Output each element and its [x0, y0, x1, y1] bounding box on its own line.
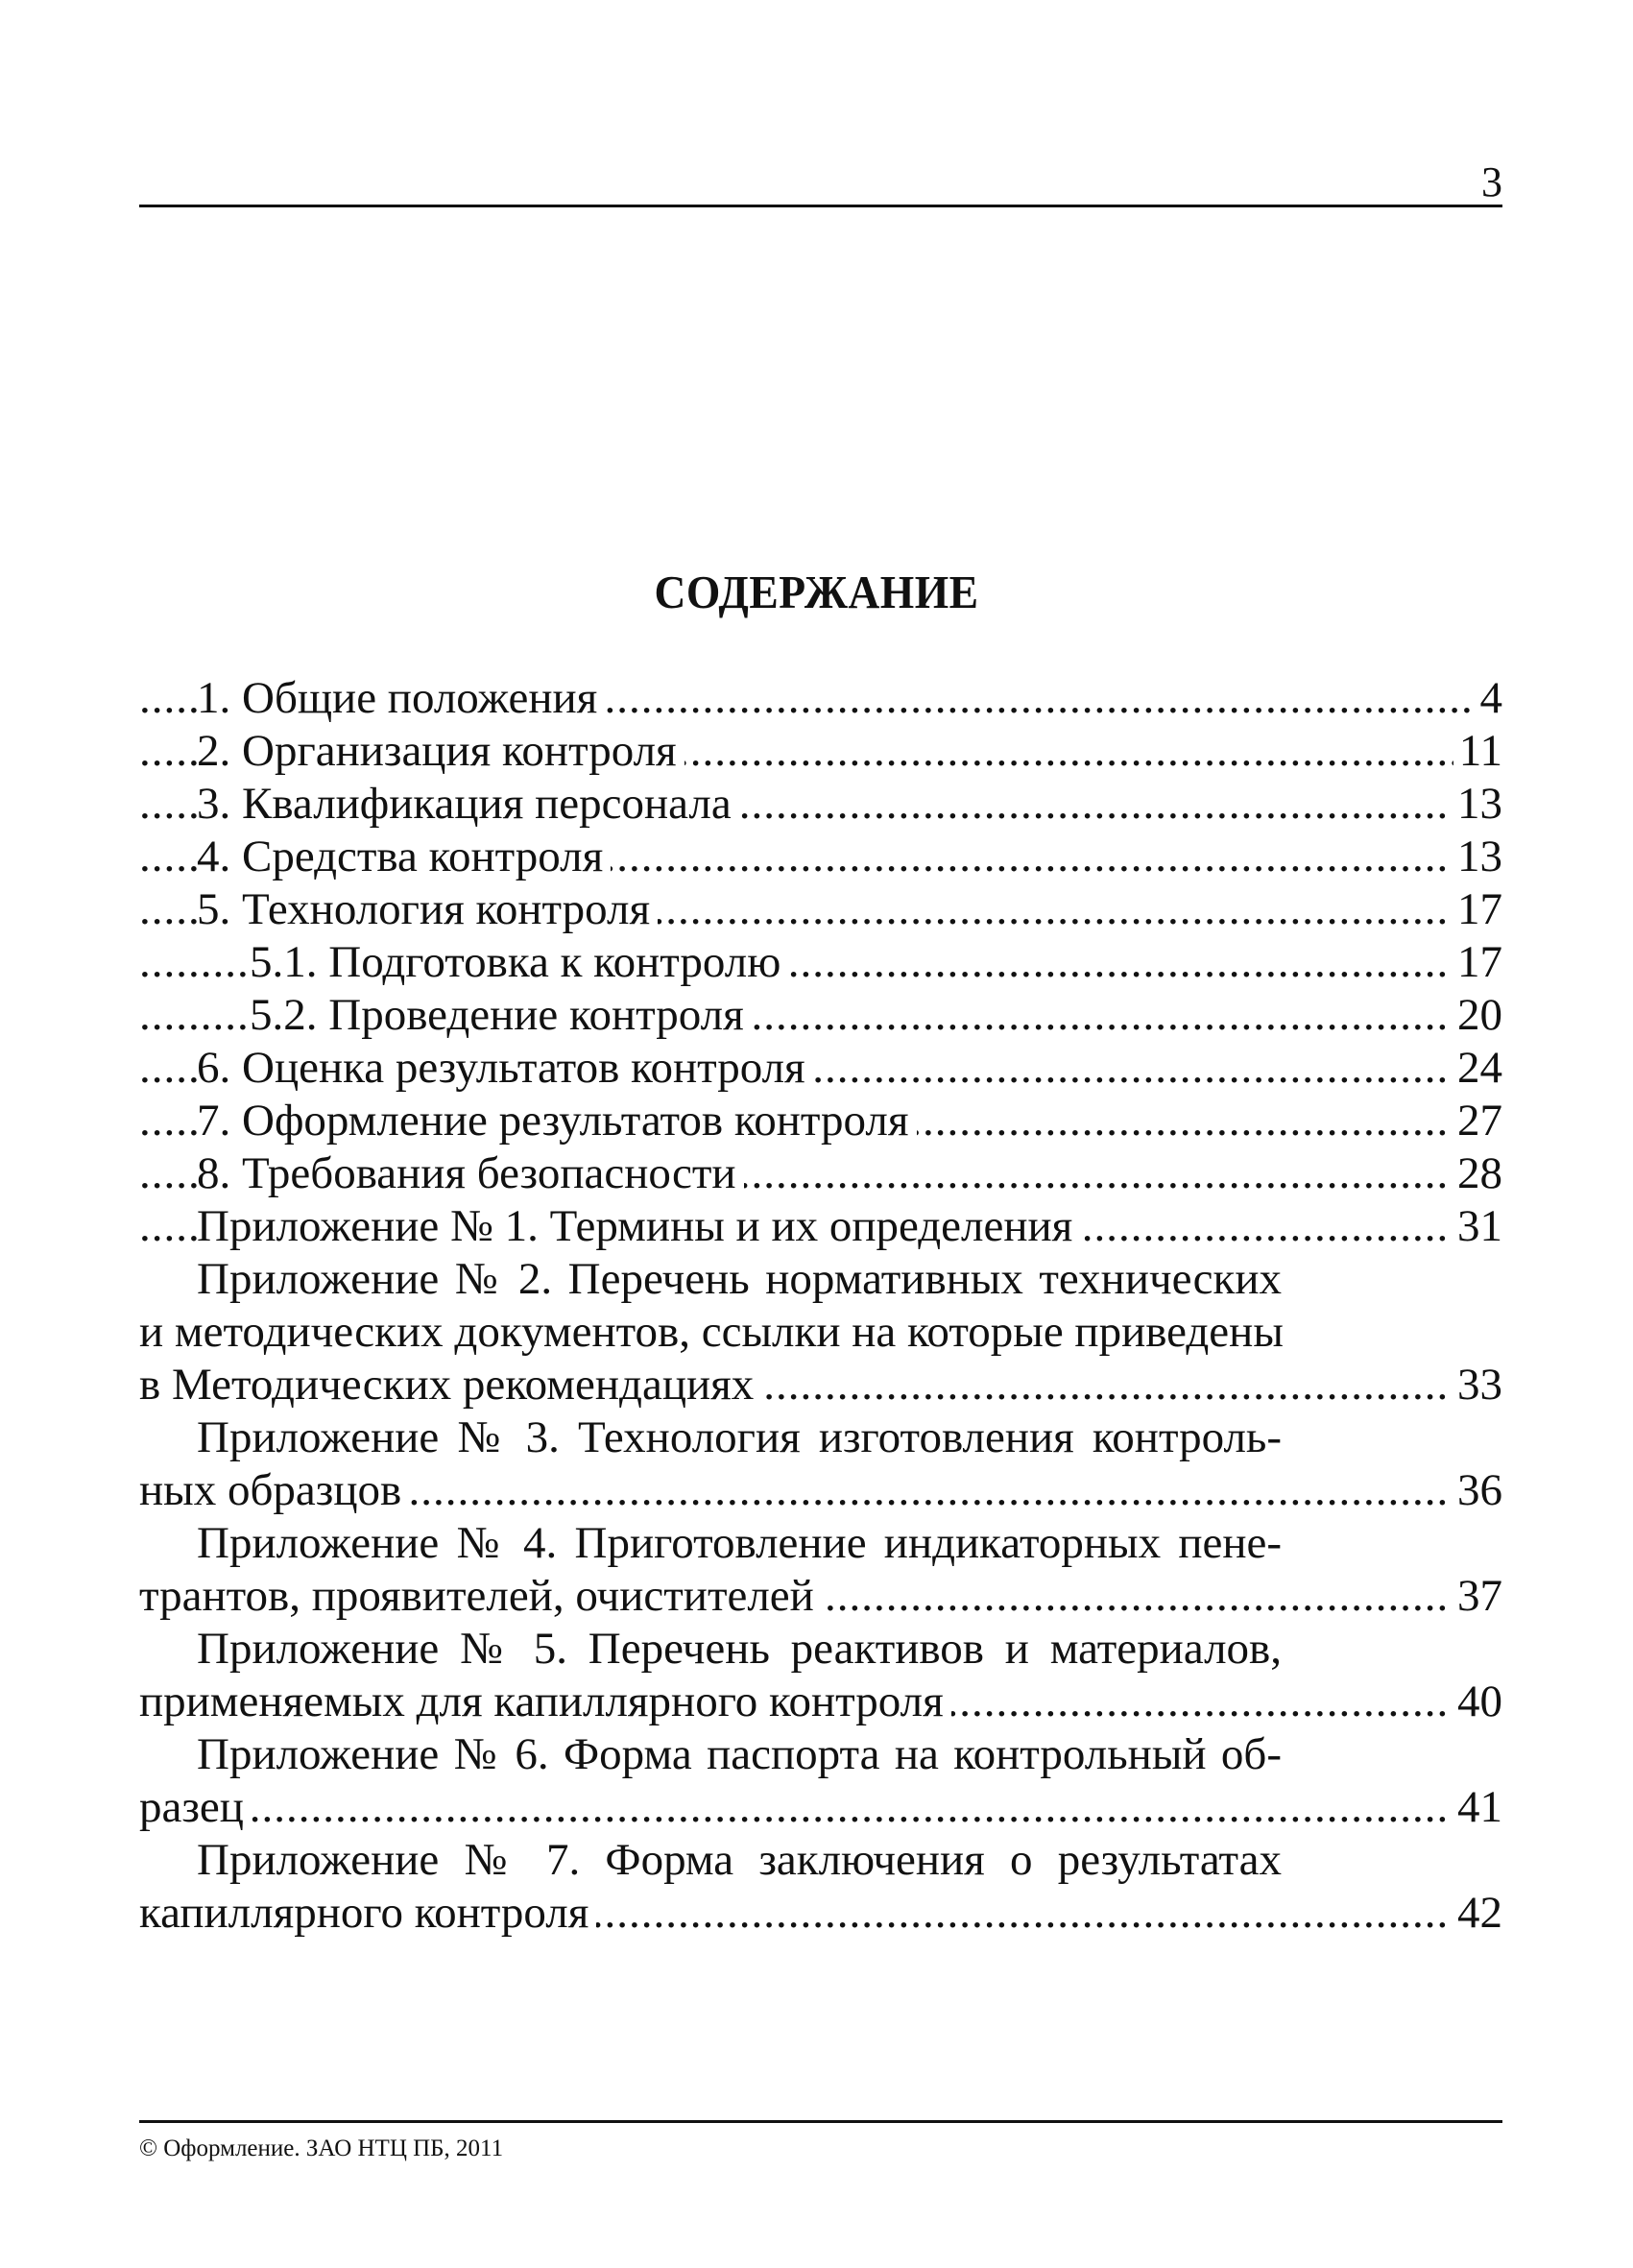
toc-entry-page: 13 — [1452, 831, 1502, 883]
toc-entry — [139, 725, 1502, 778]
toc-entry-title: 3. Квалификация персонала — [197, 778, 739, 831]
toc-entry-page: 33 — [1452, 1359, 1502, 1411]
toc-entry — [139, 1464, 1502, 1517]
toc-entry-line: Приложение № 7. Форма заключения о результатах — [197, 1835, 1282, 1885]
toc-entry — [139, 883, 1502, 936]
toc-entry-title: применяемых для капиллярного контроля — [139, 1676, 951, 1728]
toc-entry — [139, 1570, 1502, 1623]
toc-entry — [139, 1042, 1502, 1095]
page-number: 3 — [1481, 158, 1502, 205]
table-of-contents — [139, 672, 1502, 1940]
footer-rule — [139, 2120, 1502, 2123]
toc-entry-page: 31 — [1452, 1200, 1502, 1253]
toc-entry-title: 8. Требования безопасности — [197, 1147, 744, 1200]
toc-entry-title: разец — [139, 1781, 252, 1834]
toc-entry-page: 37 — [1452, 1570, 1502, 1623]
toc-entry-page: 11 — [1453, 725, 1502, 778]
toc-entry-page: 36 — [1452, 1464, 1502, 1517]
toc-entry-page: 27 — [1452, 1095, 1502, 1147]
toc-entry-line: Приложение № 5. Перечень реактивов и материалов, — [197, 1624, 1282, 1674]
toc-entry-line: и методических документов, ссылки на которые приведены — [139, 1307, 1284, 1357]
toc-entry-title: в Методических рекомендациях — [139, 1359, 761, 1411]
toc-entry-line: Приложение № 6. Форма паспорта на контрольный об- — [197, 1729, 1282, 1779]
toc-entry — [139, 1887, 1502, 1940]
toc-entry-title: капиллярного контроля — [139, 1887, 596, 1940]
footer-copyright: © Оформление. ЗАО НТЦ ПБ, 2011 — [139, 2135, 504, 2161]
toc-entry — [139, 672, 1502, 725]
toc-entry-title: 5.1. Подготовка к контролю — [250, 936, 788, 989]
toc-entry — [139, 1147, 1502, 1200]
toc-entry-page: 42 — [1452, 1887, 1502, 1940]
toc-entry-title: 6. Оценка результатов контроля — [197, 1042, 813, 1095]
toc-entry-page: 17 — [1452, 936, 1502, 989]
toc-entry-title: 2. Организация контроля — [197, 725, 684, 778]
toc-entry-title: трантов, проявителей, очистителей — [139, 1570, 822, 1623]
toc-entry-title: 7. Оформление результатов контроля — [197, 1095, 917, 1147]
toc-entry-page: 24 — [1452, 1042, 1502, 1095]
header-rule — [139, 205, 1502, 207]
toc-entry — [139, 831, 1502, 883]
toc-entry-line: Приложение № 2. Перечень нормативных технических — [197, 1254, 1282, 1304]
toc-entry-page: 4 — [1475, 672, 1503, 725]
toc-entry-page: 20 — [1452, 989, 1502, 1042]
toc-entry-line: Приложение № 3. Технология изготовления контроль- — [197, 1412, 1282, 1462]
toc-entry-title: 4. Средства контроля — [197, 831, 611, 883]
toc-entry-page: 40 — [1452, 1676, 1502, 1728]
toc-entry — [139, 1676, 1502, 1728]
toc-entry — [139, 1095, 1502, 1147]
toc-entry — [139, 1200, 1502, 1253]
toc-entry — [139, 989, 1502, 1042]
toc-entry — [139, 1781, 1502, 1834]
toc-entry — [139, 1359, 1502, 1411]
toc-entry-title: 5. Технология контроля — [197, 883, 658, 936]
toc-entry-page: 41 — [1452, 1781, 1502, 1834]
toc-entry-title: ных образцов — [139, 1464, 409, 1517]
toc-entry-title: 5.2. Проведение контроля — [250, 989, 752, 1042]
toc-entry-title: Приложение № 1. Термины и их определения — [197, 1200, 1080, 1253]
toc-entry-page: 28 — [1452, 1147, 1502, 1200]
toc-entry — [139, 936, 1502, 989]
toc-entry-page: 17 — [1452, 883, 1502, 936]
toc-entry — [139, 778, 1502, 831]
toc-entry-line: Приложение № 4. Приготовление индикаторных пене- — [197, 1518, 1282, 1568]
page-title: СОДЕРЖАНИЕ — [654, 566, 979, 618]
toc-entry-page: 13 — [1452, 778, 1502, 831]
toc-entry-title: 1. Общие положения — [197, 672, 605, 725]
